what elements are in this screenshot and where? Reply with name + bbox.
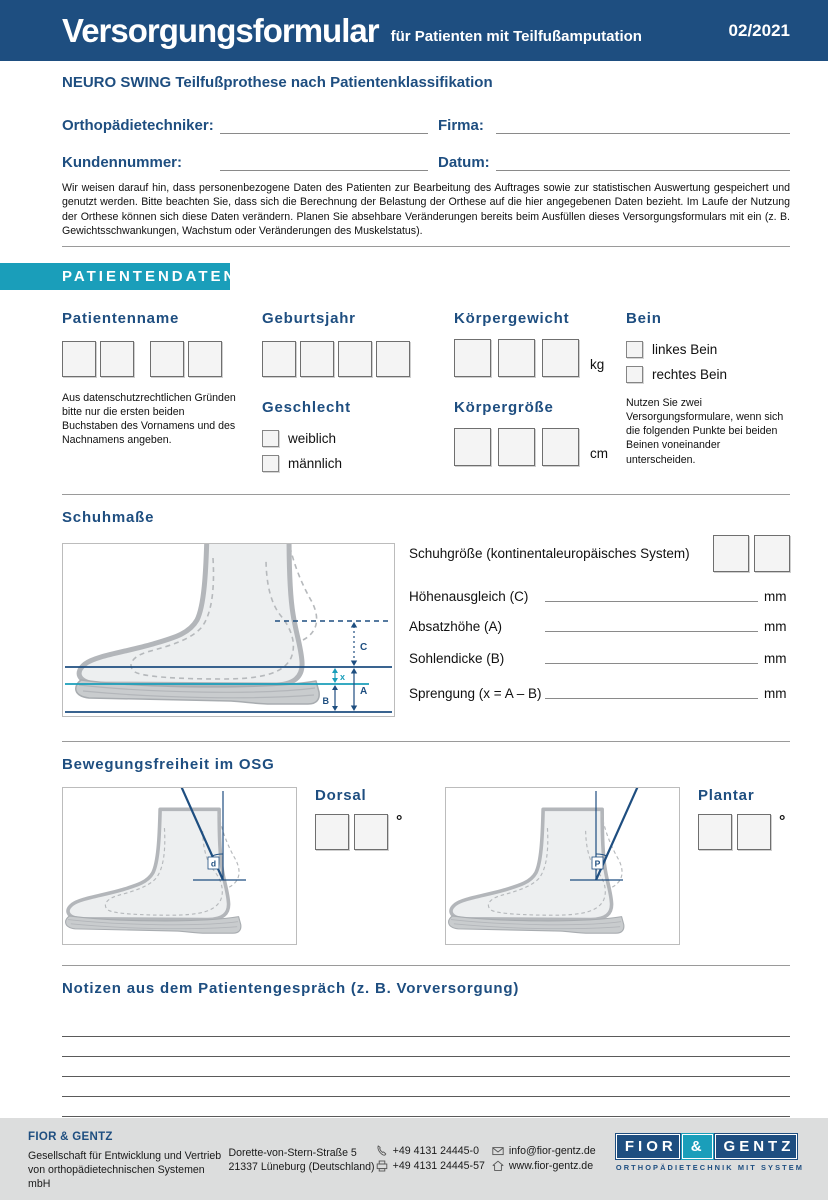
gender-option-male [262, 455, 454, 472]
weight-label: Körpergewicht [454, 310, 570, 328]
birth-year-boxes [262, 341, 454, 377]
dorsal-boxes [315, 814, 445, 850]
weight-boxes [454, 339, 626, 377]
patient-name-box-3[interactable] [150, 341, 184, 377]
page-title: Versorgungsformular [62, 11, 379, 49]
shoe-size-label: Schuhgröße (kontinentaleuropäisches System) [409, 546, 690, 562]
date-label: Datum: [438, 154, 490, 171]
dorsal-box-2[interactable] [354, 814, 388, 850]
sole-thickness-input-line[interactable] [545, 652, 758, 664]
plantar-boxes [698, 814, 790, 850]
patient-name-label: Patientenname [62, 310, 180, 328]
birth-gender-column [262, 310, 454, 472]
footer-website[interactable]: www.fior-gentz.de [508, 1160, 594, 1172]
weight-height-column [454, 310, 626, 472]
header-bar [0, 0, 828, 61]
height-compensation-label: Höhenausgleich (C) [409, 589, 529, 605]
patient-data-section-band: PATIENTENDATEN [0, 263, 230, 290]
date-input-line[interactable] [496, 155, 790, 171]
footer-company-name: FIOR & GENTZ [28, 1131, 113, 1143]
logo-ampersand: & [682, 1134, 713, 1159]
sole-thickness-unit: mm [764, 651, 787, 667]
dorsal-angle-marker: d [210, 858, 217, 869]
footer-email-row [492, 1145, 616, 1157]
height-box-1[interactable] [454, 428, 491, 466]
edition-label: 02/2021 [728, 20, 790, 40]
dorsal-input-block [297, 787, 445, 945]
shoe-section-title: Schuhmaße [62, 509, 155, 527]
technician-row [62, 117, 790, 134]
footer-company-desc-1: Gesellschaft für Entwicklung und Vertrieb [28, 1149, 222, 1162]
toe-spring-unit: mm [764, 686, 787, 702]
patient-name-box-4[interactable] [188, 341, 222, 377]
birth-year-box-1[interactable] [262, 341, 296, 377]
right-leg-label: rechtes Bein [652, 367, 728, 383]
fax-icon [376, 1160, 388, 1172]
toe-spring-input-line[interactable] [545, 687, 758, 699]
birth-year-box-2[interactable] [300, 341, 334, 377]
patient-name-column [62, 310, 262, 472]
weight-box-2[interactable] [498, 339, 535, 377]
footer-fax-row [376, 1160, 492, 1172]
footer-web-block [492, 1130, 616, 1200]
rom-section-body [62, 787, 790, 945]
shoe-section-body [62, 543, 790, 717]
weight-unit: kg [590, 357, 605, 373]
plantar-angle-marker: P [594, 858, 601, 869]
birth-year-box-3[interactable] [338, 341, 372, 377]
footer-fax: +49 4131 24445-57 [392, 1160, 485, 1172]
marker-x: x [340, 672, 346, 683]
plantar-diagram [445, 787, 680, 945]
note-line-2[interactable] [62, 1037, 790, 1057]
patient-name-hint: Aus datenschutzrechtlichen Gründen bitte nur die ersten beiden Buchstaben des Vornamens und des Nachnamens angeben. [62, 392, 236, 447]
patient-data-grid [62, 310, 790, 472]
birth-year-box-4[interactable] [376, 341, 410, 377]
female-checkbox[interactable] [262, 430, 279, 447]
shoe-size-row [409, 535, 790, 572]
toe-spring-label: Sprengung (x = A – B) [409, 686, 542, 702]
plantar-box-1[interactable] [698, 814, 732, 850]
footer-phone-row [376, 1145, 492, 1157]
logo-wordmark [616, 1134, 804, 1159]
customer-number-input-line[interactable] [220, 155, 428, 171]
dorsal-degree-unit: ° [396, 813, 403, 831]
home-icon [492, 1160, 504, 1172]
page-subtitle: für Patienten mit Teilfußamputation [390, 28, 642, 45]
height-box-3[interactable] [542, 428, 579, 466]
height-compensation-row [409, 589, 790, 604]
technician-label: Orthopädietechniker: [62, 117, 214, 134]
gender-option-female [262, 430, 454, 447]
notes-section-title: Notizen aus dem Patientengespräch (z. B. Vorversorgung) [62, 980, 520, 998]
marker-b: B [322, 696, 329, 707]
male-checkbox[interactable] [262, 455, 279, 472]
rom-section-title: Bewegungsfreiheit im OSG [62, 756, 275, 774]
weight-box-1[interactable] [454, 339, 491, 377]
leg-column [626, 310, 790, 472]
dorsal-box-1[interactable] [315, 814, 349, 850]
height-boxes [454, 428, 626, 466]
plantar-box-2[interactable] [737, 814, 771, 850]
footer-email[interactable]: info@fior-gentz.de [508, 1145, 596, 1157]
note-line-5[interactable] [62, 1097, 790, 1117]
section-divider [62, 246, 790, 247]
footer-address-street: Dorette-von-Stern-Straße 5 [228, 1147, 357, 1159]
leg-label: Bein [626, 310, 662, 328]
right-leg-checkbox[interactable] [626, 366, 643, 383]
note-line-4[interactable] [62, 1077, 790, 1097]
left-leg-label: linkes Bein [652, 342, 718, 358]
dorsal-diagram-art [63, 788, 296, 944]
footer-phone-block [376, 1130, 492, 1200]
patient-name-boxes [62, 341, 262, 377]
leg-option-right [626, 366, 790, 383]
footer [0, 1118, 828, 1200]
section-divider [62, 741, 790, 742]
footer-company-desc-2: von orthopädietechnischen Systemen mbH [28, 1163, 205, 1191]
patient-name-box-2[interactable] [100, 341, 134, 377]
footer-phone: +49 4131 24445-0 [392, 1145, 479, 1157]
privacy-note: Wir weisen darauf hin, dass personenbezogene Daten des Patienten zur Bearbeitung des Auftrages sowie zur statistischen Auswertung gespeichert und genutzt werden. Bitte beachten Sie, dass sich die Berechnung der Belastung der Orthese auf die hier angegebenen Daten bezieht. Im Laufe der Nutzung der Orthese können sich diese Daten verändern. Planen Sie absehbare Veränderungen bereits beim Ausfüllen dieses Versorgungsformulars mit ein (z. B. Gewichtsschwankungen, Wachstum oder Veränderungen des Muskelstatus). [62, 182, 790, 237]
gender-label: Geschlecht [262, 399, 351, 417]
note-line-1[interactable] [62, 1011, 790, 1037]
heel-height-unit: mm [764, 619, 787, 635]
technician-input-line[interactable] [220, 118, 428, 134]
note-line-3[interactable] [62, 1057, 790, 1077]
height-label: Körpergröße [454, 399, 554, 417]
height-unit: cm [590, 446, 608, 462]
footer-address-city: 21337 Lüneburg (Deutschland) [228, 1161, 375, 1174]
birth-year-label: Geburtsjahr [262, 310, 356, 328]
male-label: männlich [288, 456, 343, 472]
phone-icon [376, 1145, 388, 1157]
sole-thickness-label: Sohlendicke (B) [409, 651, 505, 667]
email-icon [492, 1145, 504, 1157]
shoe-size-box-1[interactable] [713, 535, 749, 572]
company-input-line[interactable] [496, 118, 790, 134]
height-compensation-unit: mm [764, 589, 787, 605]
shoe-size-boxes [713, 535, 790, 572]
female-label: weiblich [288, 431, 337, 447]
logo-tagline: ORTHOPÄDIETECHNIK MIT SYSTEM [615, 1163, 804, 1172]
height-box-2[interactable] [498, 428, 535, 466]
marker-c: C [360, 642, 368, 654]
shoe-measurement-diagram [62, 543, 395, 717]
footer-company-block [28, 1130, 228, 1200]
leg-option-left [626, 341, 790, 358]
plantar-degree-unit: ° [779, 813, 786, 831]
dorsal-label: Dorsal [315, 787, 367, 805]
plantar-input-block [680, 787, 790, 945]
marker-a: A [360, 686, 368, 698]
heel-height-input-line[interactable] [545, 620, 758, 632]
customer-number-row [62, 154, 790, 171]
plantar-label: Plantar [698, 787, 755, 805]
logo-part-gentz: GENTZ [715, 1134, 798, 1159]
patient-name-box-1[interactable] [62, 341, 96, 377]
section-divider [62, 494, 790, 495]
shoe-size-box-2[interactable] [754, 535, 790, 572]
fior-gentz-logo [616, 1134, 804, 1200]
height-compensation-input-line[interactable] [545, 590, 758, 602]
section-divider [62, 965, 790, 966]
footer-address-block [228, 1130, 375, 1200]
leg-hint: Nutzen Sie zwei Versorgungsformulare, wenn sich die folgenden Punkte bei beiden Beinen voneinander unterscheiden. [626, 397, 784, 466]
dorsal-diagram [62, 787, 297, 945]
weight-box-3[interactable] [542, 339, 579, 377]
logo-part-fior: FIOR [616, 1134, 680, 1159]
company-label: Firma: [438, 117, 484, 134]
customer-number-label: Kundennummer: [62, 154, 182, 171]
sole-thickness-row [409, 651, 790, 666]
product-line-title: NEURO SWING Teilfußprothese nach Patientenklassifikation [62, 74, 493, 91]
heel-height-row [409, 619, 790, 634]
toe-spring-row [409, 686, 790, 701]
left-leg-checkbox[interactable] [626, 341, 643, 358]
shoe-diagram-art [63, 544, 394, 716]
plantar-diagram-art [446, 788, 679, 944]
footer-website-row [492, 1160, 616, 1172]
heel-height-label: Absatzhöhe (A) [409, 619, 503, 635]
shoe-fields [409, 535, 790, 717]
